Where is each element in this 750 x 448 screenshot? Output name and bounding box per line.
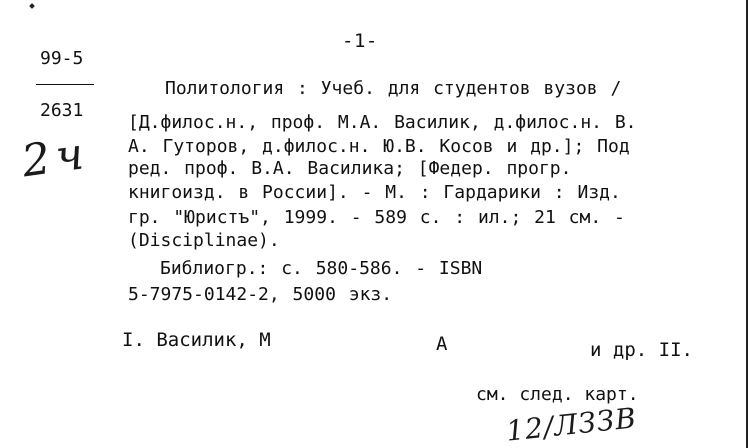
entry-line: ред. проф. В.А. Василика; [Федер. прогр. [128, 158, 572, 179]
entry-line: гр. "Юристъ", 1999. - 589 с. : ил.; 21 см. - [128, 207, 625, 228]
page-number: -1- [342, 30, 378, 52]
entry-line: А. Гуторов, д.филос.н. Ю.В. Косов и др.]; Под [128, 136, 630, 157]
entry-line: книгоизд. в России]. - М. : Гардарики : Изд. [128, 182, 621, 203]
added-entry-heading-2: и др. II. [590, 339, 693, 361]
entry-line: [Д.филос.н., проф. М.А. Василик, д.филос.н. В. [128, 112, 637, 133]
card-edge [746, 0, 748, 448]
see-next-card: см. след. карт. [476, 384, 639, 405]
handwritten-note-left: 2ч [18, 127, 93, 188]
shelf-divider [36, 84, 94, 85]
isbn-line: 5-7975-0142-2, 5000 экз. [128, 284, 393, 305]
entry-line: Политология : Учеб. для студентов вузов / [165, 78, 622, 99]
scan-speck [29, 3, 35, 9]
entry-line: (Disciplinae). [128, 230, 280, 251]
author-mark: 2631 [40, 100, 84, 121]
shelf-mark: 99-5 [40, 48, 84, 69]
bibliography-line: Библиогр.: с. 580-586. - ISBN [160, 258, 483, 279]
handwritten-note-bottom: 12/ЛЗЗВ [504, 401, 639, 448]
added-entry-heading: I. Василик, М [122, 329, 271, 351]
added-entry-initial: А [436, 333, 448, 355]
